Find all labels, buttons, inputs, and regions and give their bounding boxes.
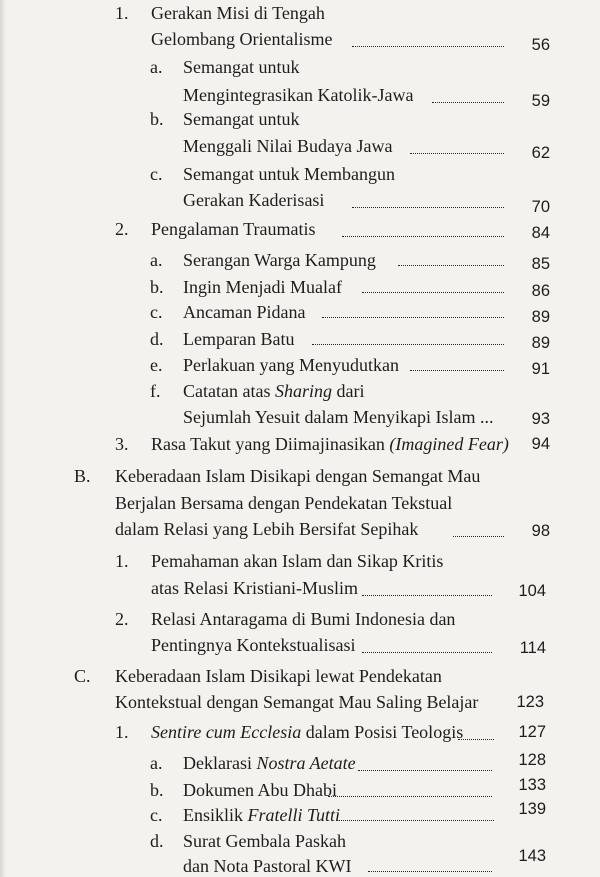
page-number: 70	[531, 198, 550, 216]
dot-leader	[312, 344, 504, 345]
page-number: 123	[516, 693, 544, 711]
entry-title: Semangat untuk	[183, 109, 300, 129]
page-number: 59	[531, 92, 550, 110]
entry-title: Ingin Menjadi Mualaf	[183, 277, 342, 297]
entry-title-cont: Kontekstual dengan Semangat Mau Saling Belajar	[115, 692, 479, 712]
entry-title: Keberadaan Islam Disikapi lewat Pendekatan	[115, 666, 442, 686]
page-number: 139	[518, 800, 546, 818]
entry-letter: a.	[150, 57, 163, 77]
dot-leader	[453, 536, 504, 537]
title-italic: Sentire cum Ecclesia	[151, 722, 302, 742]
entry-title: Semangat untuk Membangun	[183, 164, 395, 184]
dot-leader	[336, 820, 494, 821]
entry-letter: a.	[150, 753, 163, 773]
page-number: 86	[531, 282, 550, 300]
entry-title: Semangat untuk	[183, 57, 300, 77]
entry-letter: b.	[150, 780, 164, 800]
entry-letter: C.	[74, 666, 91, 686]
entry-title: Gerakan Misi di Tengah	[151, 3, 325, 23]
dot-leader	[362, 292, 504, 293]
entry-letter: c.	[150, 302, 163, 322]
entry-number: 1.	[115, 3, 129, 23]
entry-title: Relasi Antaragama di Bumi Indonesia dan	[151, 609, 456, 629]
dot-leader	[410, 153, 504, 154]
entry-number: 2.	[115, 609, 129, 629]
dot-leader	[352, 46, 504, 47]
dot-leader	[362, 652, 492, 653]
entry-title-cont: Mengintegrasikan Katolik-Jawa	[183, 85, 414, 105]
entry-title: Dokumen Abu Dhabi	[183, 780, 337, 800]
entry-title: Pengalaman Traumatis	[151, 219, 316, 239]
entry-title: Lemparan Batu	[183, 329, 295, 349]
page-number: 98	[531, 522, 550, 540]
page-number: 94	[531, 435, 550, 453]
title-text: Catatan atas	[183, 381, 275, 401]
title-italic: (Imagined Fear)	[389, 434, 509, 454]
page-number: 143	[518, 847, 546, 865]
page-number: 89	[531, 334, 550, 352]
dot-leader	[458, 739, 494, 740]
entry-letter: c.	[150, 805, 163, 825]
entry-number: 1.	[115, 551, 129, 571]
title-text: Ensiklik	[183, 805, 248, 825]
entry-letter: b.	[150, 277, 164, 297]
entry-title-cont: dan Nota Pastoral KWI	[183, 856, 352, 876]
entry-title-cont: Gelombang Orientalisme	[151, 29, 333, 49]
title-italic: Nostra Aetate	[256, 753, 356, 773]
entry-title	[151, 721, 463, 743]
entry-letter: c.	[150, 164, 163, 184]
entry-title	[183, 752, 356, 774]
entry-letter: d.	[150, 329, 164, 349]
dot-leader	[368, 871, 492, 872]
entry-number: 1.	[115, 722, 129, 742]
title-text: dari	[331, 381, 365, 401]
dot-leader	[432, 102, 504, 103]
page-number: 127	[518, 723, 546, 741]
dot-leader	[322, 317, 504, 318]
dot-leader	[362, 595, 492, 596]
entry-title: Serangan Warga Kampung	[183, 250, 376, 270]
title-text: Rasa Takut yang Diimajinasikan	[151, 434, 390, 454]
page-number: 104	[518, 582, 546, 600]
title-italic: Sharing	[274, 381, 332, 401]
page-number: 89	[531, 308, 550, 326]
entry-letter: f.	[150, 381, 161, 401]
title-text: dalam Posisi Teologis	[301, 722, 464, 742]
page-number: 93	[531, 410, 550, 428]
entry-number: 3.	[115, 434, 129, 454]
entry-letter: d.	[150, 831, 164, 851]
dot-leader	[342, 236, 504, 237]
page-number: 91	[531, 360, 550, 378]
dot-leader	[352, 207, 504, 208]
entry-title: Perlakuan yang Menyudutkan	[183, 355, 399, 375]
entry-title-cont: Gerakan Kaderisasi	[183, 190, 325, 210]
entry-title: Keberadaan Islam Disikapi dengan Semangat Mau	[115, 466, 481, 486]
entry-title	[151, 433, 509, 455]
entry-number: 2.	[115, 219, 129, 239]
entry-letter: B.	[74, 466, 91, 486]
entry-title: Ancaman Pidana	[183, 302, 306, 322]
entry-letter: e.	[150, 355, 163, 375]
entry-title: Surat Gembala Paskah	[183, 831, 346, 851]
page-edge-shadow	[0, 0, 6, 877]
page-number: 114	[519, 639, 546, 657]
page-number: 85	[531, 255, 550, 273]
entry-letter: a.	[150, 250, 163, 270]
dot-leader	[328, 796, 492, 797]
title-text: Deklarasi	[183, 753, 257, 773]
page-number: 56	[531, 36, 550, 54]
entry-title-cont: Berjalan Bersama dengan Pendekatan Tekstual	[115, 493, 453, 513]
entry-title-cont: Sejumlah Yesuit dalam Menyikapi Islam ...	[183, 407, 494, 427]
entry-title-cont: Pentingnya Kontekstualisasi	[151, 635, 356, 655]
page-number: 133	[518, 776, 546, 794]
page-number: 128	[518, 751, 546, 769]
title-italic: Fratelli Tutti	[247, 805, 341, 825]
entry-title: Pemahaman akan Islam dan Sikap Kritis	[151, 551, 444, 571]
entry-title-cont: dalam Relasi yang Lebih Bersifat Sepihak	[115, 519, 419, 539]
dot-leader	[358, 770, 492, 771]
dot-leader	[410, 370, 504, 371]
page-number: 62	[531, 144, 550, 162]
entry-title	[183, 380, 364, 402]
page-number: 84	[531, 224, 550, 242]
entry-letter: b.	[150, 109, 164, 129]
dot-leader	[398, 265, 504, 266]
entry-title-cont: atas Relasi Kristiani-Muslim	[151, 578, 358, 598]
entry-title-cont: Menggali Nilai Budaya Jawa	[183, 136, 393, 156]
entry-title	[183, 804, 340, 826]
